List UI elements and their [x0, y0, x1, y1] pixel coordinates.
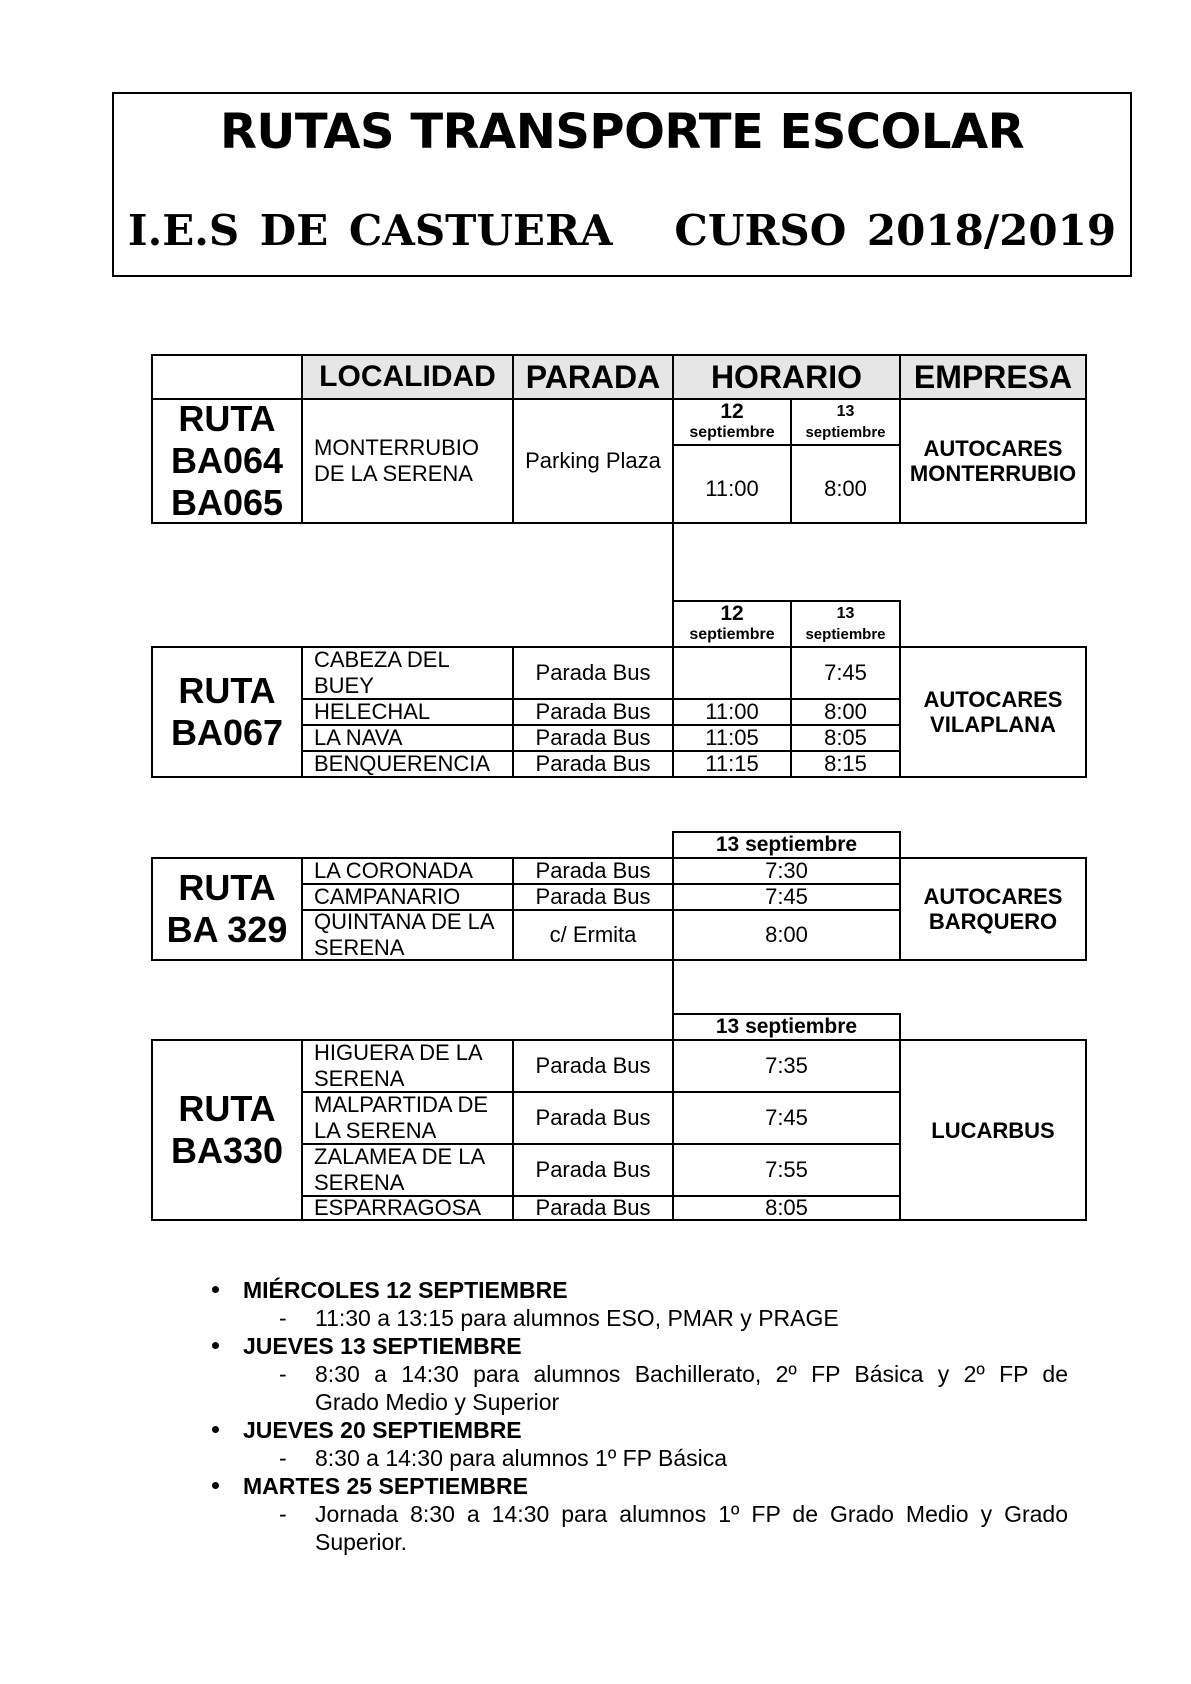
route2-row1-parada: Parada Bus	[512, 646, 674, 700]
route1-ruta: RUTA	[178, 398, 276, 439]
route1-day12-header: 12 septiembre	[672, 398, 792, 446]
notes-list	[243, 1276, 1068, 1556]
connector-line	[672, 522, 674, 602]
route4-row4-parada: Parada Bus	[512, 1195, 674, 1221]
route2-day13-header: 13 septiembre	[790, 600, 901, 648]
bullet-icon	[212, 1482, 219, 1489]
header-empresa: EMPRESA	[899, 354, 1087, 400]
header-empty-cell	[151, 354, 303, 400]
route4-label: RUTA BA330	[151, 1039, 303, 1221]
route1-code2: BA065	[170, 482, 284, 523]
route1-parada: Parking Plaza	[512, 398, 674, 524]
route2-row4-localidad: BENQUERENCIA	[301, 750, 514, 778]
route3-row1-localidad: LA CORONADA	[301, 857, 514, 885]
dash-icon: -	[279, 1361, 287, 1387]
header-parada: PARADA	[512, 354, 674, 400]
route2-row4-parada: Parada Bus	[512, 750, 674, 778]
route1-empresa: AUTOCARES MONTERRUBIO	[899, 398, 1087, 524]
route4-row1-localidad: HIGUERA DE LA SERENA	[301, 1039, 514, 1093]
route2-row4-time12: 11:15	[672, 750, 792, 778]
route3-row3-time: 8:00	[672, 909, 901, 961]
note-1: MIÉRCOLES 12 SEPTIEMBRE	[243, 1276, 1068, 1304]
note-2-line2: Grado Medio y Superior	[315, 1389, 560, 1415]
route2-row3-parada: Parada Bus	[512, 724, 674, 752]
route4-row1-parada: Parada Bus	[512, 1039, 674, 1093]
note-3-line: - 8:30 a 14:30 para alumnos 1º FP Básica	[279, 1445, 728, 1471]
route2-row3-time12: 11:05	[672, 724, 792, 752]
route1-time12: 11:00	[672, 444, 792, 524]
route4-row3-time: 7:55	[672, 1143, 901, 1197]
route4-row3-parada: Parada Bus	[512, 1143, 674, 1197]
route3-empresa: AUTOCARES BARQUERO	[899, 857, 1087, 961]
note-4: MARTES 25 SEPTIEMBRE	[243, 1472, 1068, 1500]
route4-row2-localidad: MALPARTIDA DE LA SERENA	[301, 1091, 514, 1145]
route2-row3-time13: 8:05	[790, 724, 901, 752]
route2-row2-time13: 8:00	[790, 698, 901, 726]
header-horario: HORARIO	[672, 354, 901, 400]
route3-day13-header: 13 septiembre	[672, 831, 901, 859]
route4-row4-time: 8:05	[672, 1195, 901, 1221]
route1-localidad: MONTERRUBIO DE LA SERENA	[301, 398, 514, 524]
route4-row1-time: 7:35	[672, 1039, 901, 1093]
route4-empresa: LUCARBUS	[899, 1039, 1087, 1221]
route4-row4-localidad: ESPARRAGOSA	[301, 1195, 514, 1221]
route3-row2-time: 7:45	[672, 883, 901, 911]
route1-time13: 8:00	[790, 444, 901, 524]
route2-label: RUTA BA067	[151, 646, 303, 778]
route2-row1-time13: 7:45	[790, 646, 901, 700]
route1-code1: BA064	[170, 440, 284, 481]
route3-row2-parada: Parada Bus	[512, 883, 674, 911]
route1-label	[151, 398, 303, 524]
route3-row2-localidad: CAMPANARIO	[301, 883, 514, 911]
route3-row3-localidad: QUINTANA DE LA SERENA	[301, 909, 514, 961]
dash-icon: -	[279, 1305, 287, 1331]
dash-icon: -	[279, 1445, 287, 1471]
route2-row2-parada: Parada Bus	[512, 698, 674, 726]
note-4-line1: - Jornada 8:30 a 14:30 para alumnos 1º FP de Grado Medio y Grado	[279, 1501, 1068, 1527]
route3-row3-parada: c/ Ermita	[512, 909, 674, 961]
dash-icon: -	[279, 1501, 287, 1527]
route2-row2-localidad: HELECHAL	[301, 698, 514, 726]
route4-row2-parada: Parada Bus	[512, 1091, 674, 1145]
connector-line-2	[672, 959, 674, 1015]
bullet-icon	[212, 1426, 219, 1433]
route2-row1-localidad: CABEZA DEL BUEY	[301, 646, 514, 700]
page-subtitle: I.E.S DE CASTUERA CURSO 2018/2019	[127, 206, 1117, 255]
route4-day13-header: 13 septiembre	[672, 1013, 901, 1041]
route3-row1-parada: Parada Bus	[512, 857, 674, 885]
note-4-line2: Superior.	[315, 1529, 408, 1555]
route2-row4-time13: 8:15	[790, 750, 901, 778]
route2-day12-header: 12 septiembre	[672, 600, 792, 648]
route4-row2-time: 7:45	[672, 1091, 901, 1145]
header-localidad: LOCALIDAD	[301, 354, 514, 400]
note-2-line1: - 8:30 a 14:30 para alumnos Bachillerato, 2º FP Básica y 2º FP de	[279, 1361, 1068, 1387]
note-1-line: - 11:30 a 13:15 para alumnos ESO, PMAR y PRAGE	[279, 1305, 839, 1331]
route2-row3-localidad: LA NAVA	[301, 724, 514, 752]
route1-day13-header: 13 septiembre	[790, 398, 901, 446]
route2-row2-time12: 11:00	[672, 698, 792, 726]
note-3: JUEVES 20 SEPTIEMBRE	[243, 1416, 1068, 1444]
bullet-icon	[212, 1342, 219, 1349]
bullet-icon	[212, 1286, 219, 1293]
page-title: RUTAS TRANSPORTE ESCOLAR	[219, 104, 1025, 160]
route3-row1-time: 7:30	[672, 857, 901, 885]
route2-empresa: AUTOCARES VILAPLANA	[899, 646, 1087, 778]
route2-row1-time12	[672, 646, 792, 700]
route4-row3-localidad: ZALAMEA DE LA SERENA	[301, 1143, 514, 1197]
note-2: JUEVES 13 SEPTIEMBRE	[243, 1332, 1068, 1360]
route3-label: RUTA BA 329	[151, 857, 303, 961]
